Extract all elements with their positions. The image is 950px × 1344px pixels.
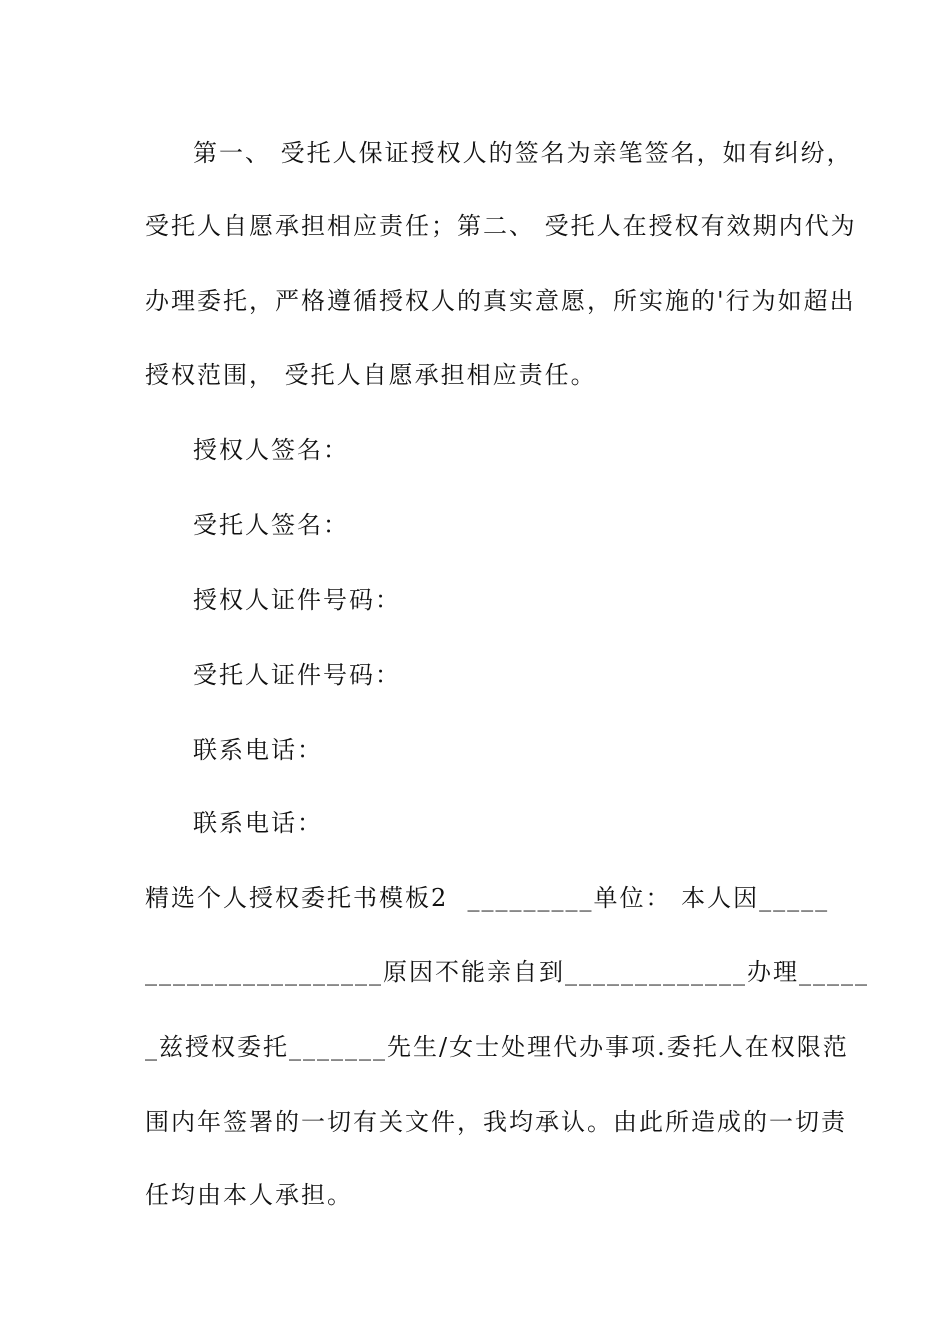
paragraph-line: 授权范围， 受托人自愿承担相应责任。: [145, 361, 597, 389]
authorizer-signature-label: 授权人签名：: [193, 436, 349, 464]
paragraph-line: 办理委托，严格遵循授权人的真实意愿，所实施的'行为如超出: [145, 287, 856, 315]
paragraph-line: 任均由本人承担。: [145, 1181, 353, 1209]
paragraph-line: 受托人自愿承担相应责任；第二、 受托人在授权有效期内代为: [145, 212, 857, 240]
paragraph-line: 第一、 受托人保证授权人的签名为亲笔签名，如有纠纷，: [193, 139, 853, 167]
trustee-signature-label: 受托人签名：: [193, 511, 349, 539]
authorizer-id-label: 授权人证件号码：: [193, 586, 401, 614]
template-heading-line: 精选个人授权委托书模板2 _________单位： 本人因_____: [145, 884, 830, 912]
contact-phone-label: 联系电话：: [193, 809, 323, 837]
paragraph-line: _________________原因不能亲自到_____________办理_____: [145, 958, 869, 986]
paragraph-line: 围内年签署的一切有关文件，我均承认。由此所造成的一切责: [145, 1108, 847, 1136]
paragraph-line: _兹授权委托_______先生/女士处理代办事项.委托人在权限范: [145, 1033, 849, 1061]
contact-phone-label: 联系电话：: [193, 736, 323, 764]
trustee-id-label: 受托人证件号码：: [193, 661, 401, 689]
